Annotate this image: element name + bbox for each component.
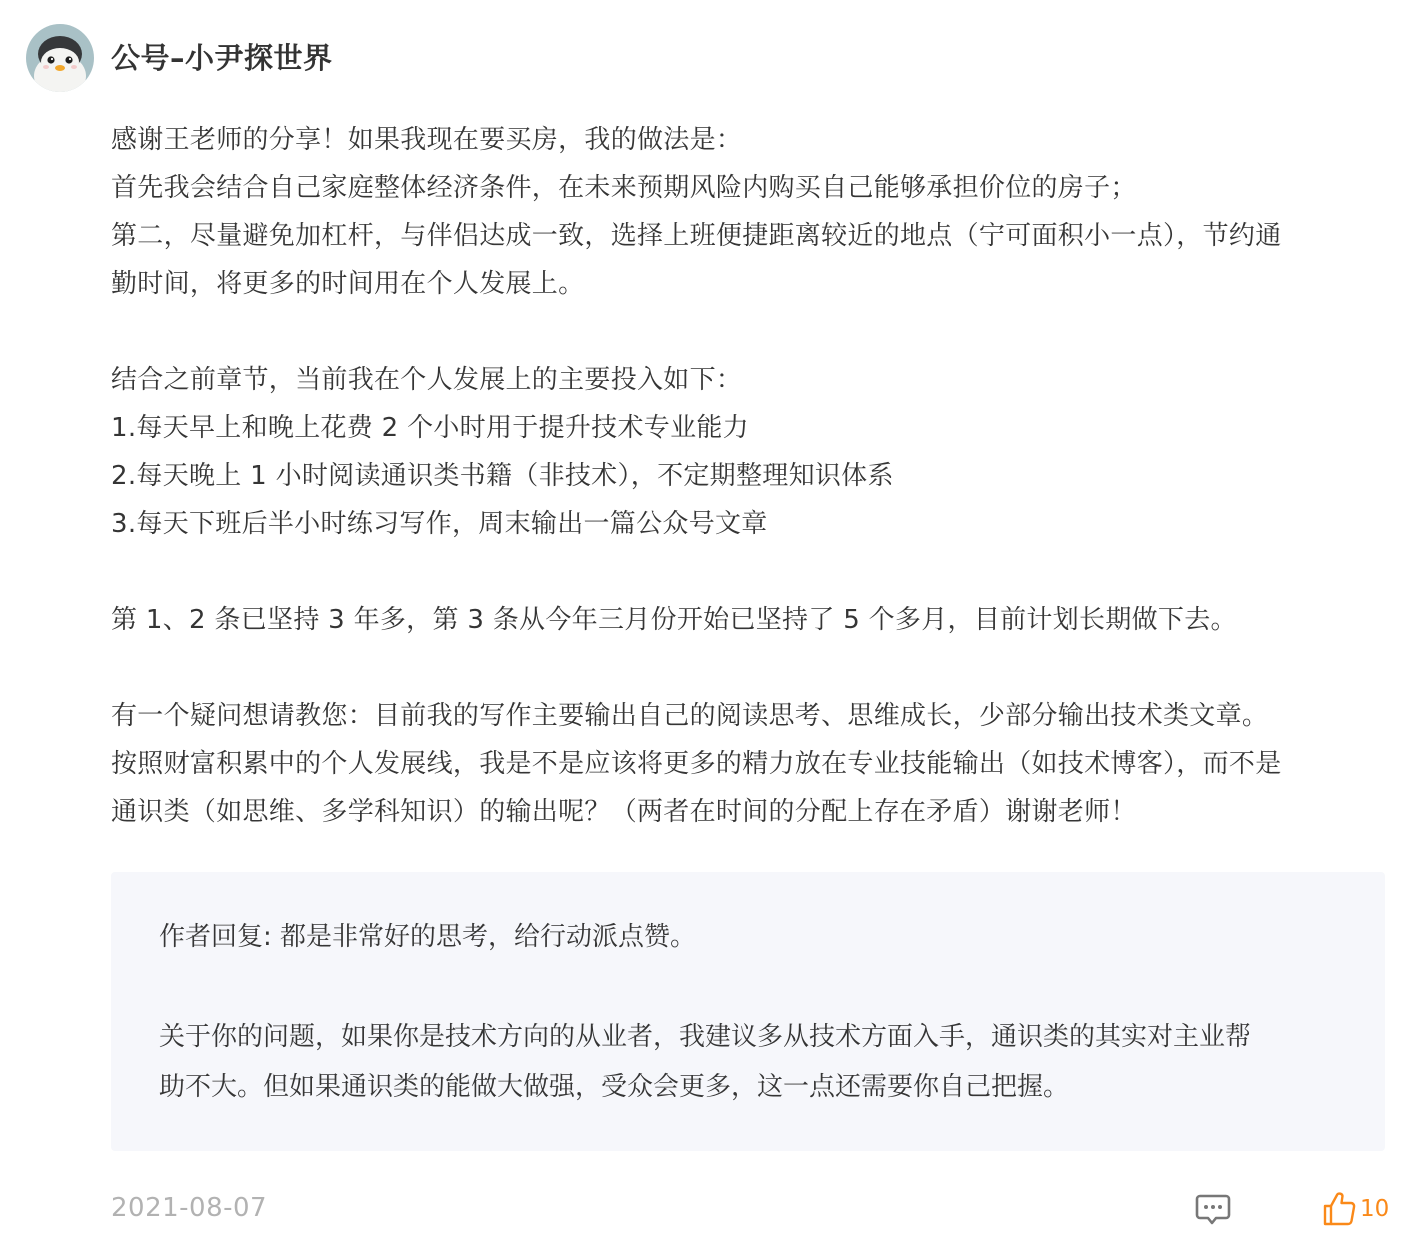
content-line: 有一个疑问想请教您：目前我的写作主要输出自己的阅读思考、思维成长，少部分输出技术类文章。 — [111, 701, 1269, 731]
author-reply — [111, 872, 1385, 1151]
content-line: 结合之前章节，当前我在个人发展上的主要投入如下： — [111, 365, 743, 395]
reply-line: 关于你的问题，如果你是技术方向的从业者，我建议多从技术方面入手，通识类的其实对主业帮 — [159, 1022, 1252, 1052]
avatar[interactable] — [26, 24, 94, 92]
content-line — [111, 548, 1381, 596]
penguin-avatar-icon — [26, 24, 94, 92]
comment-content — [111, 116, 1381, 836]
reply-spacer — [159, 962, 1337, 1012]
content-line: 2.每天晚上 1 小时阅读通识类书籍（非技术），不定期整理知识体系 — [111, 461, 894, 491]
like-count: 10 — [1360, 1196, 1390, 1222]
content-line: 通识类（如思维、多学科知识）的输出呢？（两者在时间的分配上存在矛盾）谢谢老师！ — [111, 797, 1137, 827]
comment-date: 2021-08-07 — [111, 1193, 268, 1223]
content-line — [111, 308, 1381, 356]
content-line — [111, 644, 1381, 692]
username[interactable]: 公号–小尹探世界 — [111, 41, 333, 75]
like-button[interactable] — [1322, 1190, 1389, 1228]
content-line: 第二，尽量避免加杠杆，与伴侣达成一致，选择上班便捷距离较近的地点（宁可面积小一点），节约通 — [111, 221, 1282, 251]
content-line: 1.每天早上和晚上花费 2 个小时用于提升技术专业能力 — [111, 413, 749, 443]
comment-bubble-icon — [1194, 1190, 1232, 1228]
content-line: 按照财富积累中的个人发展线，我是不是应该将更多的精力放在专业技能输出（如技术博客），而不是 — [111, 749, 1282, 779]
thumbs-up-icon — [1322, 1191, 1356, 1227]
content-line: 第 1、2 条已坚持 3 年多，第 3 条从今年三月份开始已坚持了 5 个多月，目前计划长期做下去。 — [111, 605, 1237, 635]
reply-button[interactable] — [1194, 1190, 1232, 1228]
content-line: 感谢王老师的分享！如果我现在要买房，我的做法是： — [111, 125, 743, 155]
content-line: 首先我会结合自己家庭整体经济条件，在未来预期风险内购买自己能够承担价位的房子； — [111, 173, 1137, 203]
reply-line: 作者回复: 都是非常好的思考，给行动派点赞。 — [159, 922, 697, 952]
content-line: 勤时间，将更多的时间用在个人发展上。 — [111, 269, 585, 299]
content-line: 3.每天下班后半小时练习写作，周末输出一篇公众号文章 — [111, 509, 768, 539]
reply-line: 助不大。但如果通识类的能做大做强，受众会更多，这一点还需要你自己把握。 — [159, 1072, 1070, 1102]
